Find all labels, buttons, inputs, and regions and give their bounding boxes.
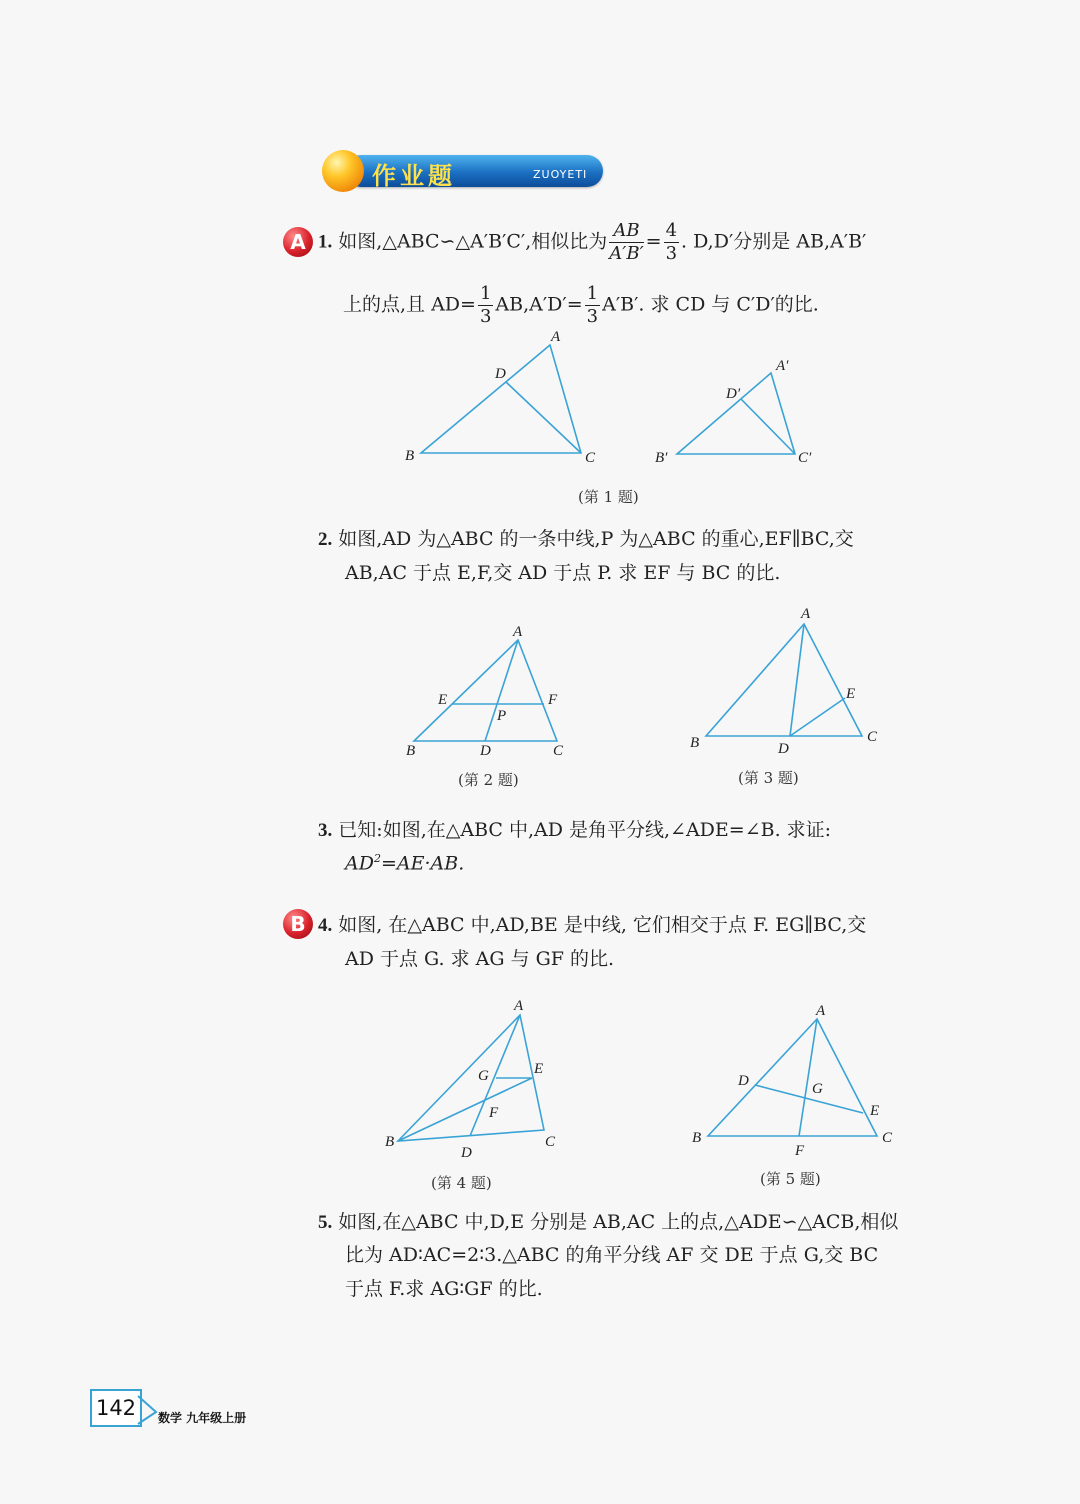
figure-4-triangle: [385, 998, 556, 1161]
label: A′: [776, 358, 789, 374]
question-1-line-2: 上的点,且 AD= $\frac{1}{3}$ AB,A′D′= $\frac{1}{3}$ A′B′. 求 CD 与 C′D′的比.: [343, 283, 819, 327]
svg-text:F: F: [548, 692, 558, 708]
svg-text:C: C: [867, 729, 878, 745]
svg-text:E: E: [438, 692, 448, 708]
svg-text:D: D: [778, 741, 789, 757]
level-a-badge-icon: A: [283, 227, 313, 257]
question-5-line-1: 5. 如图,在△ABC 中,D,E 分别是 AB,AC 上的点,△ADE∽△ACB,相似: [318, 1211, 899, 1233]
figure-1-triangle-abc: [405, 329, 596, 466]
question-2-line-1: 2. 如图,AD 为△ABC 的一条中线,P 为△ABC 的重心,EF∥BC,交: [318, 528, 854, 550]
question-5-line-2: 比为 AD∶AC=2∶3.△ABC 的角平分线 AF 交 DE 于点 G,交 BC: [345, 1244, 879, 1266]
question-number: 1.: [318, 231, 333, 253]
level-b-badge-icon: B: [283, 909, 313, 939]
label: C′: [798, 450, 812, 466]
svg-text:G: G: [478, 1068, 489, 1084]
q1-fraction-1: $\frac{1}{3}$: [479, 283, 492, 327]
label: B′: [655, 450, 668, 466]
q1-fraction-2: $\frac{1}{3}$: [586, 283, 599, 327]
question-5-line-3: 于点 F.求 AG∶GF 的比.: [345, 1278, 543, 1300]
question-1-line-1: 1. 如图,△ABC∽△A′B′C′,相似比为 $\frac{AB}{A'B'}$ = $\frac{4}{3}$ . D,D′分别是 AB,A′B′: [318, 220, 867, 264]
figure-5-triangle: [692, 1003, 893, 1159]
svg-text:E: E: [534, 1061, 544, 1077]
question-4-line-1: 4. 如图, 在△ABC 中,AD,BE 是中线, 它们相交于点 F. EG∥BC,交: [318, 914, 867, 936]
figure-4-caption: (第 4 题): [431, 1174, 492, 1192]
label: B: [405, 448, 415, 464]
svg-text:F: F: [489, 1105, 499, 1121]
svg-text:D: D: [738, 1073, 749, 1089]
label: D′: [726, 386, 741, 402]
q1-ratio-fraction: $\frac{AB}{A'B'}$: [609, 220, 644, 264]
book-title: 数学 九年级上册: [158, 1411, 247, 1425]
svg-text:D: D: [480, 743, 491, 759]
svg-text:A: A: [816, 1003, 826, 1019]
figure-1-caption: (第 1 题): [578, 488, 639, 506]
svg-text:B: B: [690, 735, 700, 751]
svg-text:A: A: [513, 624, 523, 640]
label: C: [585, 450, 596, 466]
label: A: [551, 329, 561, 345]
figure-3-caption: (第 3 题): [738, 769, 799, 787]
q1-ratio-value: $\frac{4}{3}$: [665, 220, 678, 264]
svg-text:E: E: [846, 686, 856, 702]
question-3-line-2: $AD^2=AE\cdot AB$.: [345, 852, 465, 875]
q1-text-a: 如图,△ABC∽△A′B′C′,相似比为: [338, 230, 608, 253]
svg-text:A: A: [514, 998, 524, 1014]
svg-text:E: E: [870, 1103, 880, 1119]
figure-2-caption: (第 2 题): [458, 771, 519, 789]
svg-text:P: P: [497, 708, 507, 724]
question-3-line-1: 3. 已知:如图,在△ABC 中,AD 是角平分线,∠ADE=∠B. 求证:: [318, 819, 832, 841]
svg-text:B: B: [385, 1134, 395, 1150]
svg-text:B: B: [692, 1130, 702, 1146]
figure-1-triangle-abc-prime: [655, 358, 812, 466]
label: D: [495, 366, 506, 382]
svg-text:F: F: [795, 1143, 805, 1159]
svg-text:D: D: [461, 1145, 472, 1161]
svg-text:C: C: [545, 1134, 556, 1150]
page-number: 142: [90, 1389, 142, 1427]
section-title: 作业题: [372, 162, 456, 190]
svg-text:A: A: [801, 606, 811, 622]
figure-2-triangle: [406, 624, 564, 759]
figure-5-caption: (第 5 题): [760, 1170, 821, 1188]
svg-text:C: C: [553, 743, 564, 759]
svg-text:G: G: [812, 1081, 823, 1097]
figure-3-triangle: [690, 606, 878, 757]
page-tab-arrow-icon: [136, 1392, 160, 1426]
q1-text-b: . D,D′分别是 AB,A′B′: [681, 230, 867, 253]
svg-text:C: C: [882, 1130, 893, 1146]
svg-text:B: B: [406, 743, 416, 759]
section-subtitle: ZUOYETI: [533, 168, 588, 181]
question-2-line-2: AB,AC 于点 E,F,交 AD 于点 P. 求 EF 与 BC 的比.: [345, 562, 781, 584]
question-4-line-2: AD 于点 G. 求 AG 与 GF 的比.: [345, 948, 615, 970]
